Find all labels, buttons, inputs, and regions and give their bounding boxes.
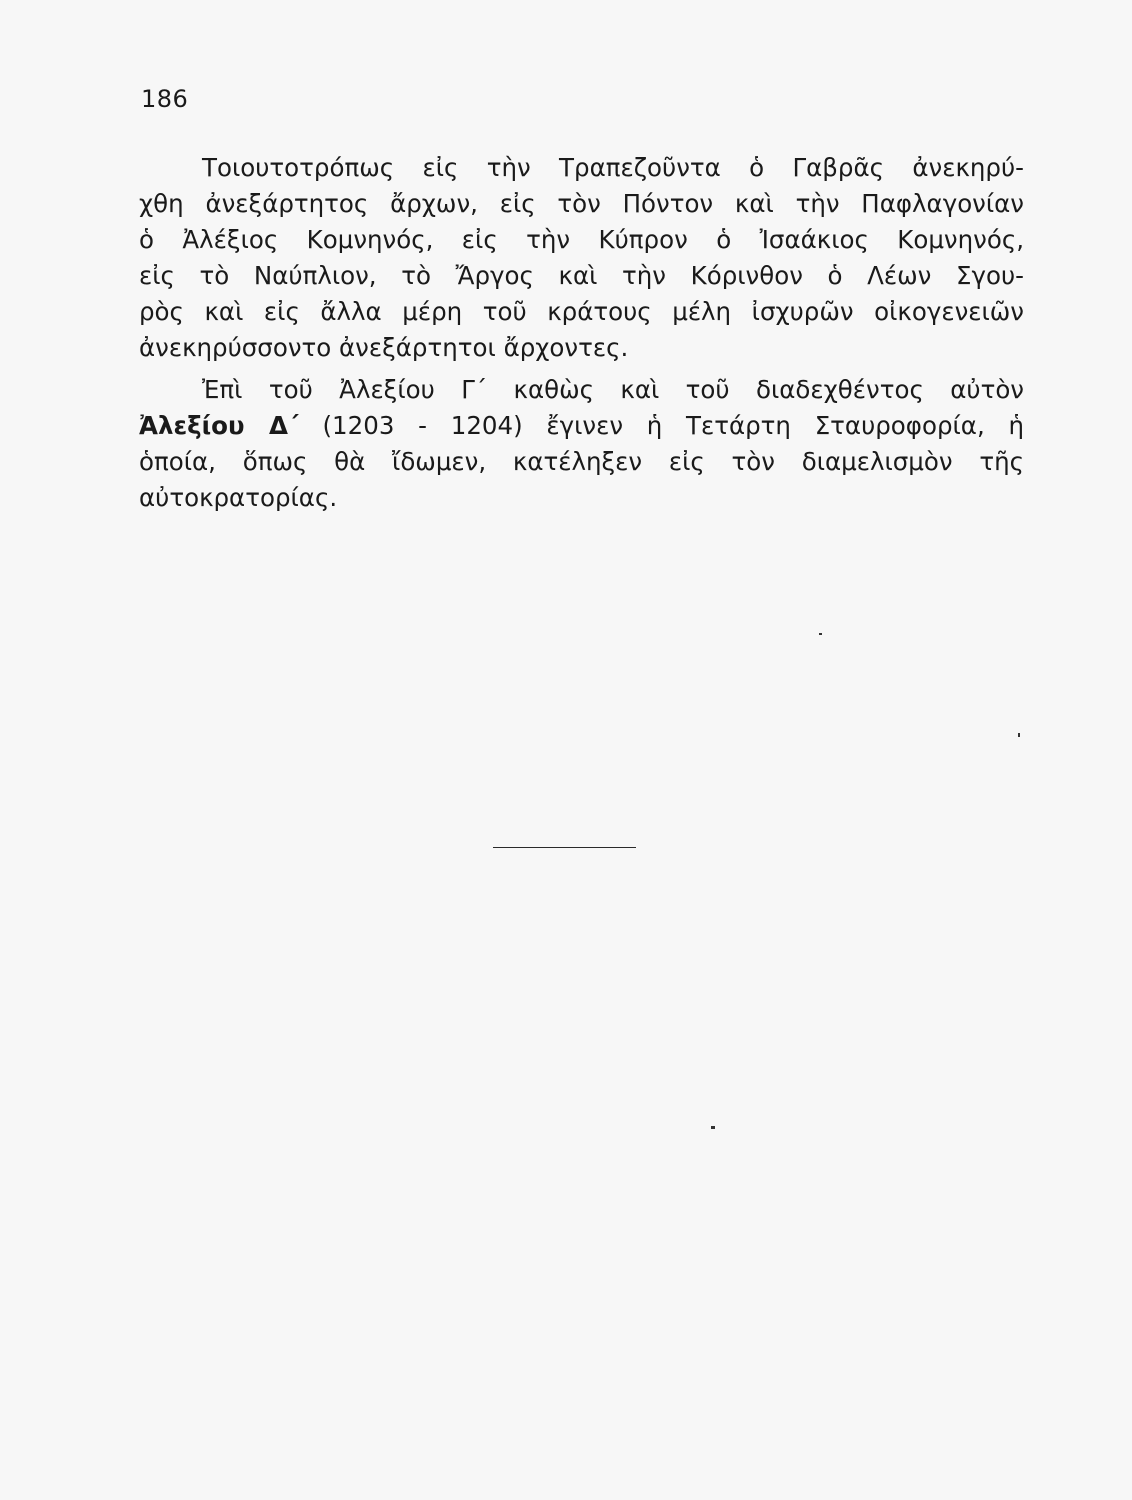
paragraph-line-with-bold	[139, 408, 1024, 444]
bold-name: Ἀλεξίου Δ΄	[139, 411, 299, 440]
line-remainder: (1203 - 1204) ἔγινεν ἡ Τετάρτη Σταυροφορία, ἡ	[298, 411, 1024, 440]
paragraph-line: ἀνεκηρύσσοντο ἀνεξάρτητοι ἄρχοντες.	[139, 333, 629, 362]
paragraph-line: Ἐπὶ τοῦ Ἀλεξίου Γ΄ καθὼς καὶ τοῦ διαδεχθέντος αὐτὸν	[202, 375, 1024, 404]
print-speck	[819, 633, 822, 635]
paragraph-1	[139, 150, 1024, 366]
print-speck	[1018, 733, 1020, 737]
print-speck	[711, 1126, 715, 1129]
paragraph-line: εἰς τὸ Ναύπλιον, τὸ Ἄργος καὶ τὴν Κόρινθον ὁ Λέων Σγου-	[139, 261, 1024, 290]
section-divider-rule	[493, 847, 636, 848]
page-number: 186	[141, 85, 189, 113]
paragraph-line: ὁ Ἀλέξιος Κομνηνός, εἰς τὴν Κύπρον ὁ Ἰσαάκιος Κομνηνός,	[139, 225, 1024, 254]
paragraph-line: Τοιουτοτρόπως εἰς τὴν Τραπεζοῦντα ὁ Γαβρᾶς ἀνεκηρύ-	[202, 153, 1024, 182]
paragraph-2	[139, 372, 1024, 516]
paragraph-line: ὁποία, ὅπως θὰ ἴδωμεν, κατέληξεν εἰς τὸν διαμελισμὸν τῆς	[139, 447, 1024, 476]
paragraph-line: αὐτοκρατορίας.	[139, 483, 338, 512]
paragraph-line: χθη ἀνεξάρτητος ἄρχων, εἰς τὸν Πόντον καὶ τὴν Παφλαγονίαν	[139, 189, 1024, 218]
paragraph-line: ρὸς καὶ εἰς ἄλλα μέρη τοῦ κράτους μέλη ἰσχυρῶν οἰκογενειῶν	[139, 297, 1024, 326]
body-text	[139, 150, 1024, 516]
